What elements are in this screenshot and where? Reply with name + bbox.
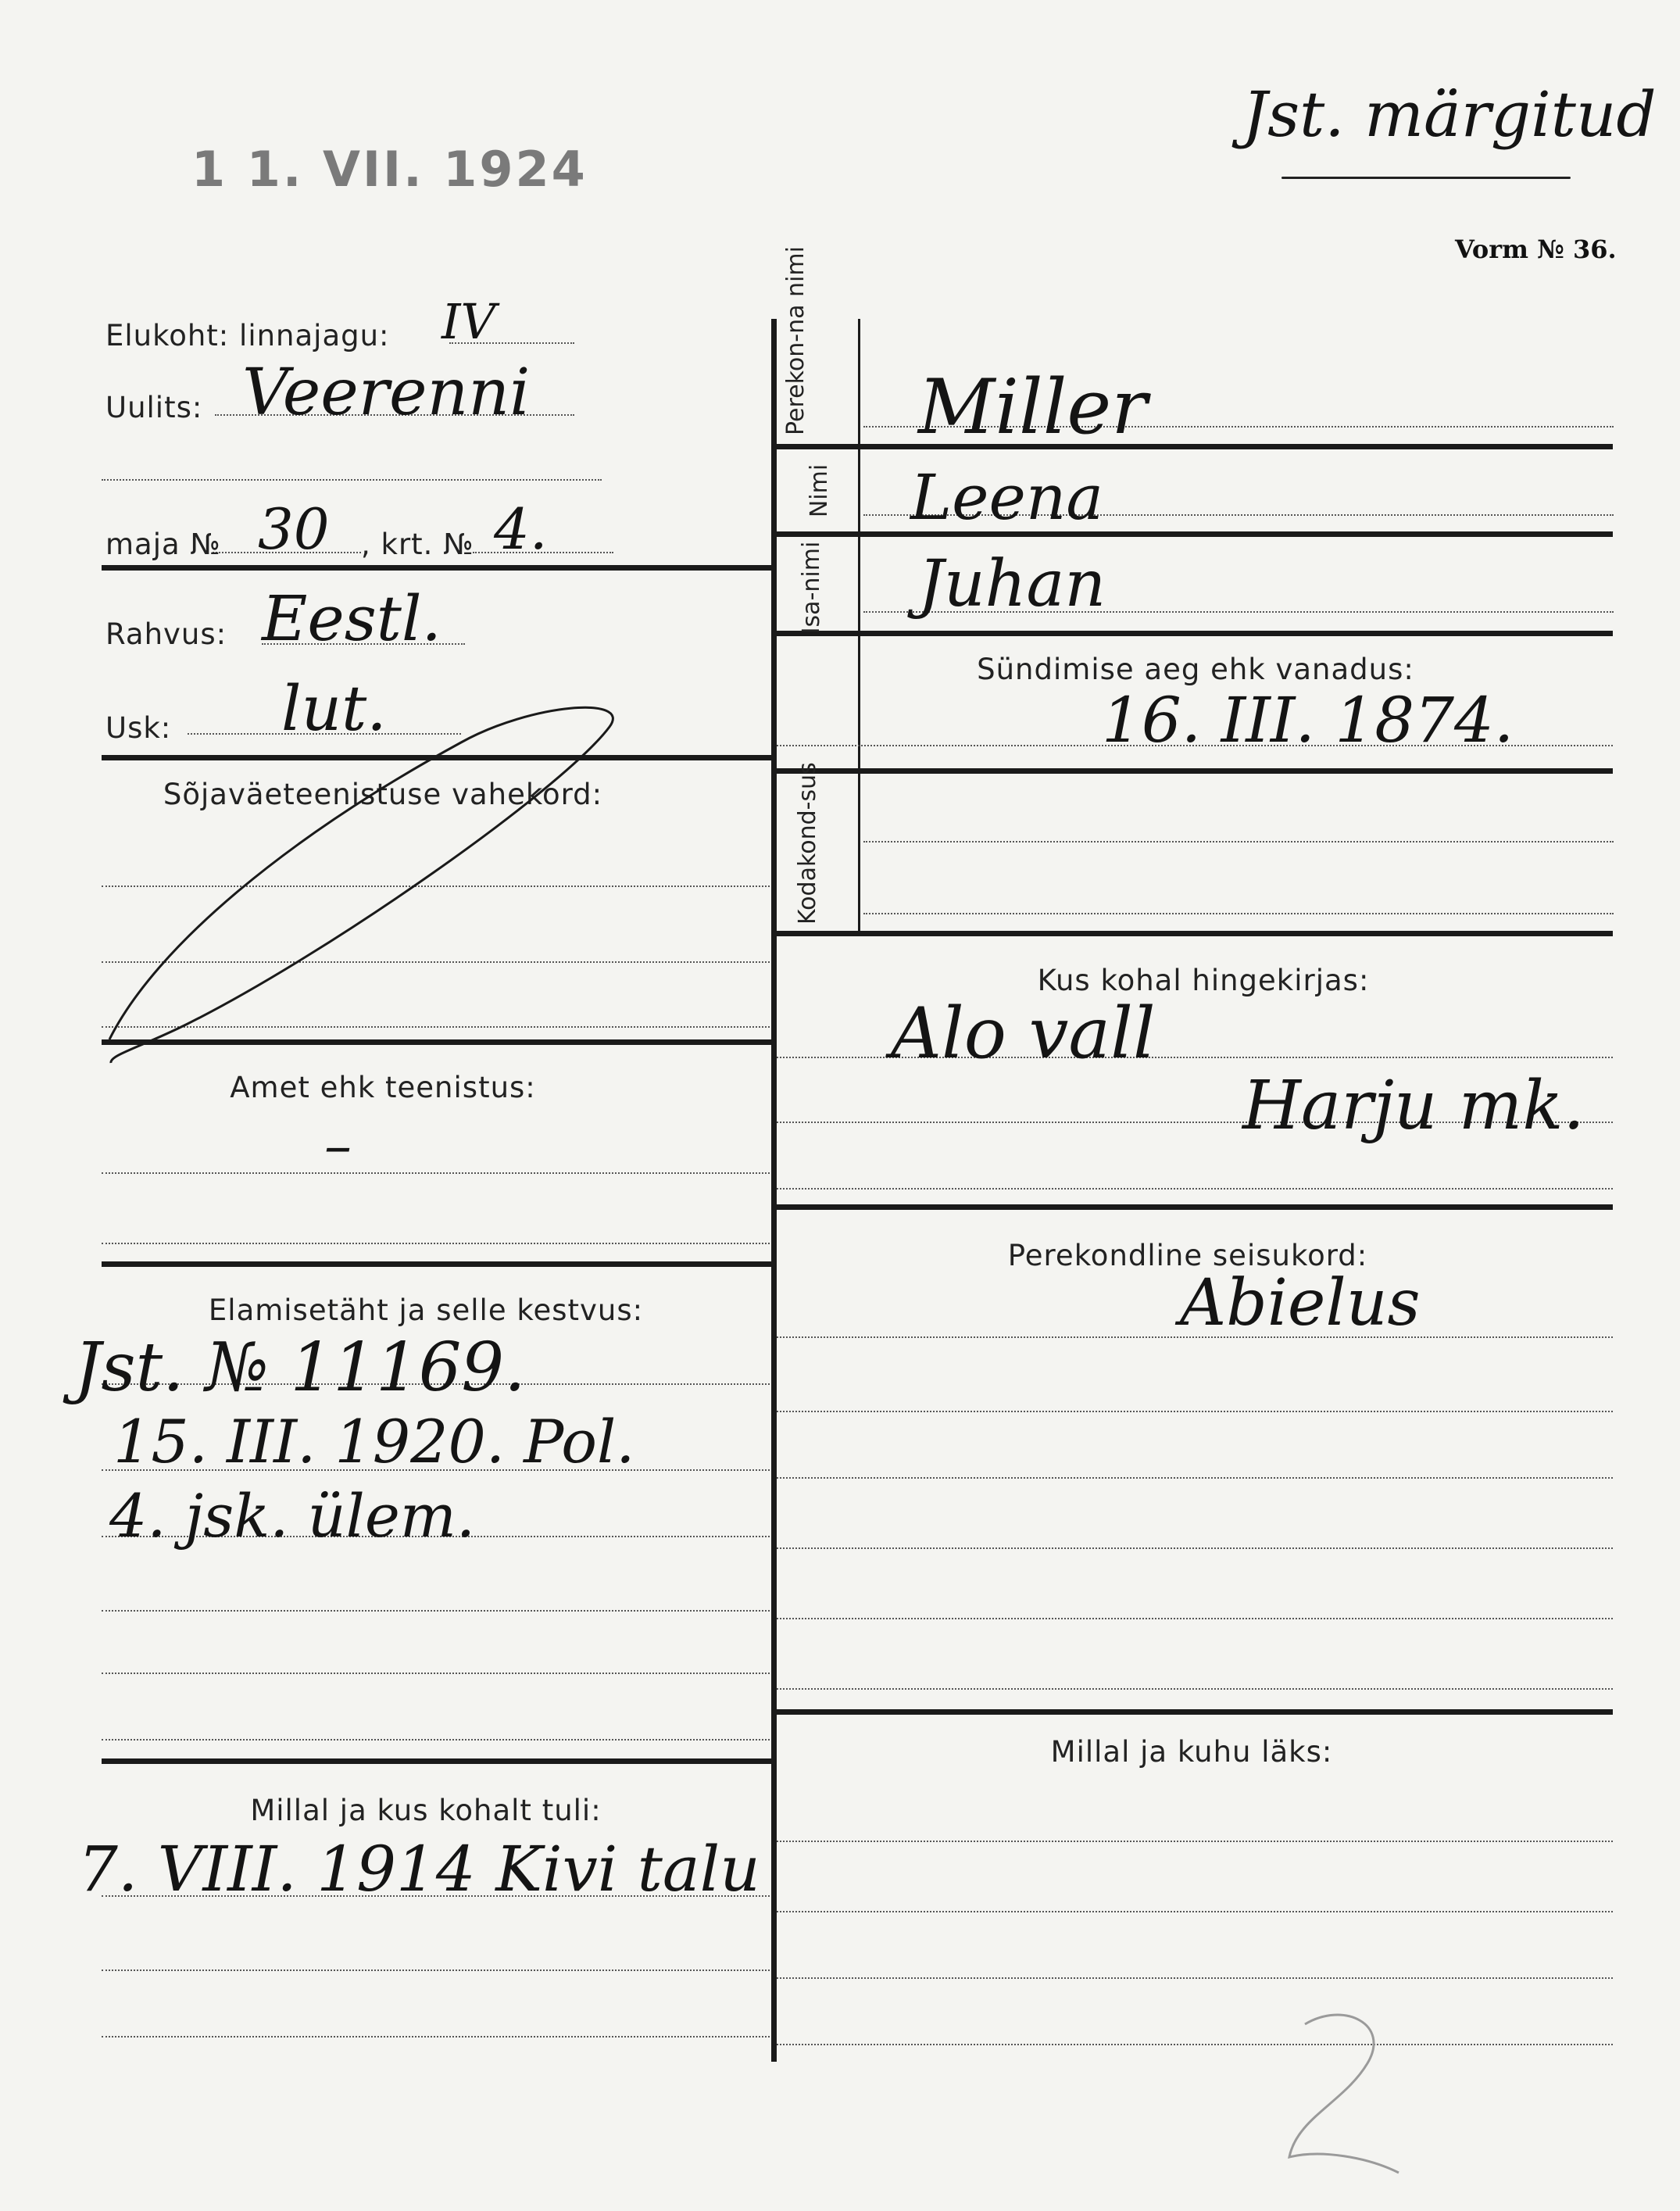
center-divider [771, 319, 777, 2062]
isanimi-value: Juhan [918, 547, 1106, 621]
lahks-label: Millal ja kuhu läks: [1050, 1735, 1333, 1769]
usk-value: lut. [281, 672, 387, 745]
elamisetaht-label: Elamisetäht ja selle kestvus: [208, 1293, 644, 1327]
isanimi-label: Isa-nimi [798, 541, 825, 635]
elamisetaht-line2: 15. III. 1920. Pol. [113, 1407, 635, 1476]
elukoht-label: Elukoht: linnajagu: [105, 319, 390, 352]
separator [777, 444, 1613, 449]
perekondline-label: Perekondline seisukord: [1007, 1239, 1368, 1272]
elamisetaht-line3: 4. jsk. ülem. [109, 1481, 476, 1551]
krt-value: 4. [494, 496, 548, 562]
amet-label: Amet ehk teenistus: [230, 1071, 536, 1104]
elamisetaht-line1: Jst. № 11169. [74, 1329, 526, 1407]
maja-value: 30 [258, 496, 330, 562]
hingekiri-line2: Harju mk. [1242, 1067, 1585, 1145]
separator [777, 931, 1613, 936]
separator [102, 1758, 774, 1764]
form-number: Vorm № 36. [1455, 234, 1617, 264]
linnajagu-value: IV [441, 293, 496, 350]
nimi-label: Nimi [806, 463, 833, 518]
strikethrough-loop [94, 696, 641, 1086]
separator [777, 631, 1613, 636]
tuli-label: Millal ja kus kohalt tuli: [250, 1794, 602, 1827]
nimi-value: Leena [910, 461, 1104, 534]
maja-label: maja № [105, 528, 221, 561]
handwritten-note: Jst. märgitud [1242, 78, 1657, 151]
separator [777, 768, 1613, 774]
note-underline [1281, 177, 1571, 179]
pencil-mark [1274, 2001, 1414, 2188]
separator [102, 1261, 774, 1267]
sojavae-label: Sõjaväeteenistuse vahekord: [163, 778, 603, 811]
perekondline-value: Abielus [1180, 1266, 1421, 1340]
sundimise-label: Sündimise aeg ehk vanadus: [977, 653, 1414, 686]
krt-label: , krt. № [361, 528, 474, 561]
perekonnanimi-value: Miller [918, 363, 1148, 451]
uulits-label: Uulits: [105, 391, 203, 424]
hingekiri-line1: Alo vall [891, 993, 1156, 1075]
separator [777, 1204, 1613, 1210]
rahvus-label: Rahvus: [105, 617, 227, 651]
date-stamp: 1 1. VII. 1924 [191, 141, 588, 198]
amet-value: – [324, 1114, 352, 1178]
tuli-value: 7. VIII. 1914 Kivi talu [78, 1833, 760, 1905]
usk-label: Usk: [105, 711, 172, 745]
rahvus-value: Eestl. [262, 582, 441, 655]
separator [777, 1709, 1613, 1715]
separator [102, 565, 774, 571]
perekonnanimi-label: Perekon-na nimi [782, 246, 810, 435]
hingekiri-label: Kus kohal hingekirjas: [1037, 964, 1370, 997]
sundimise-value: 16. III. 1874. [1102, 684, 1514, 757]
uulits-value: Veerenni [242, 356, 531, 430]
kodakondsus-label: Kodakond-sus [794, 762, 821, 925]
separator [777, 531, 1613, 537]
